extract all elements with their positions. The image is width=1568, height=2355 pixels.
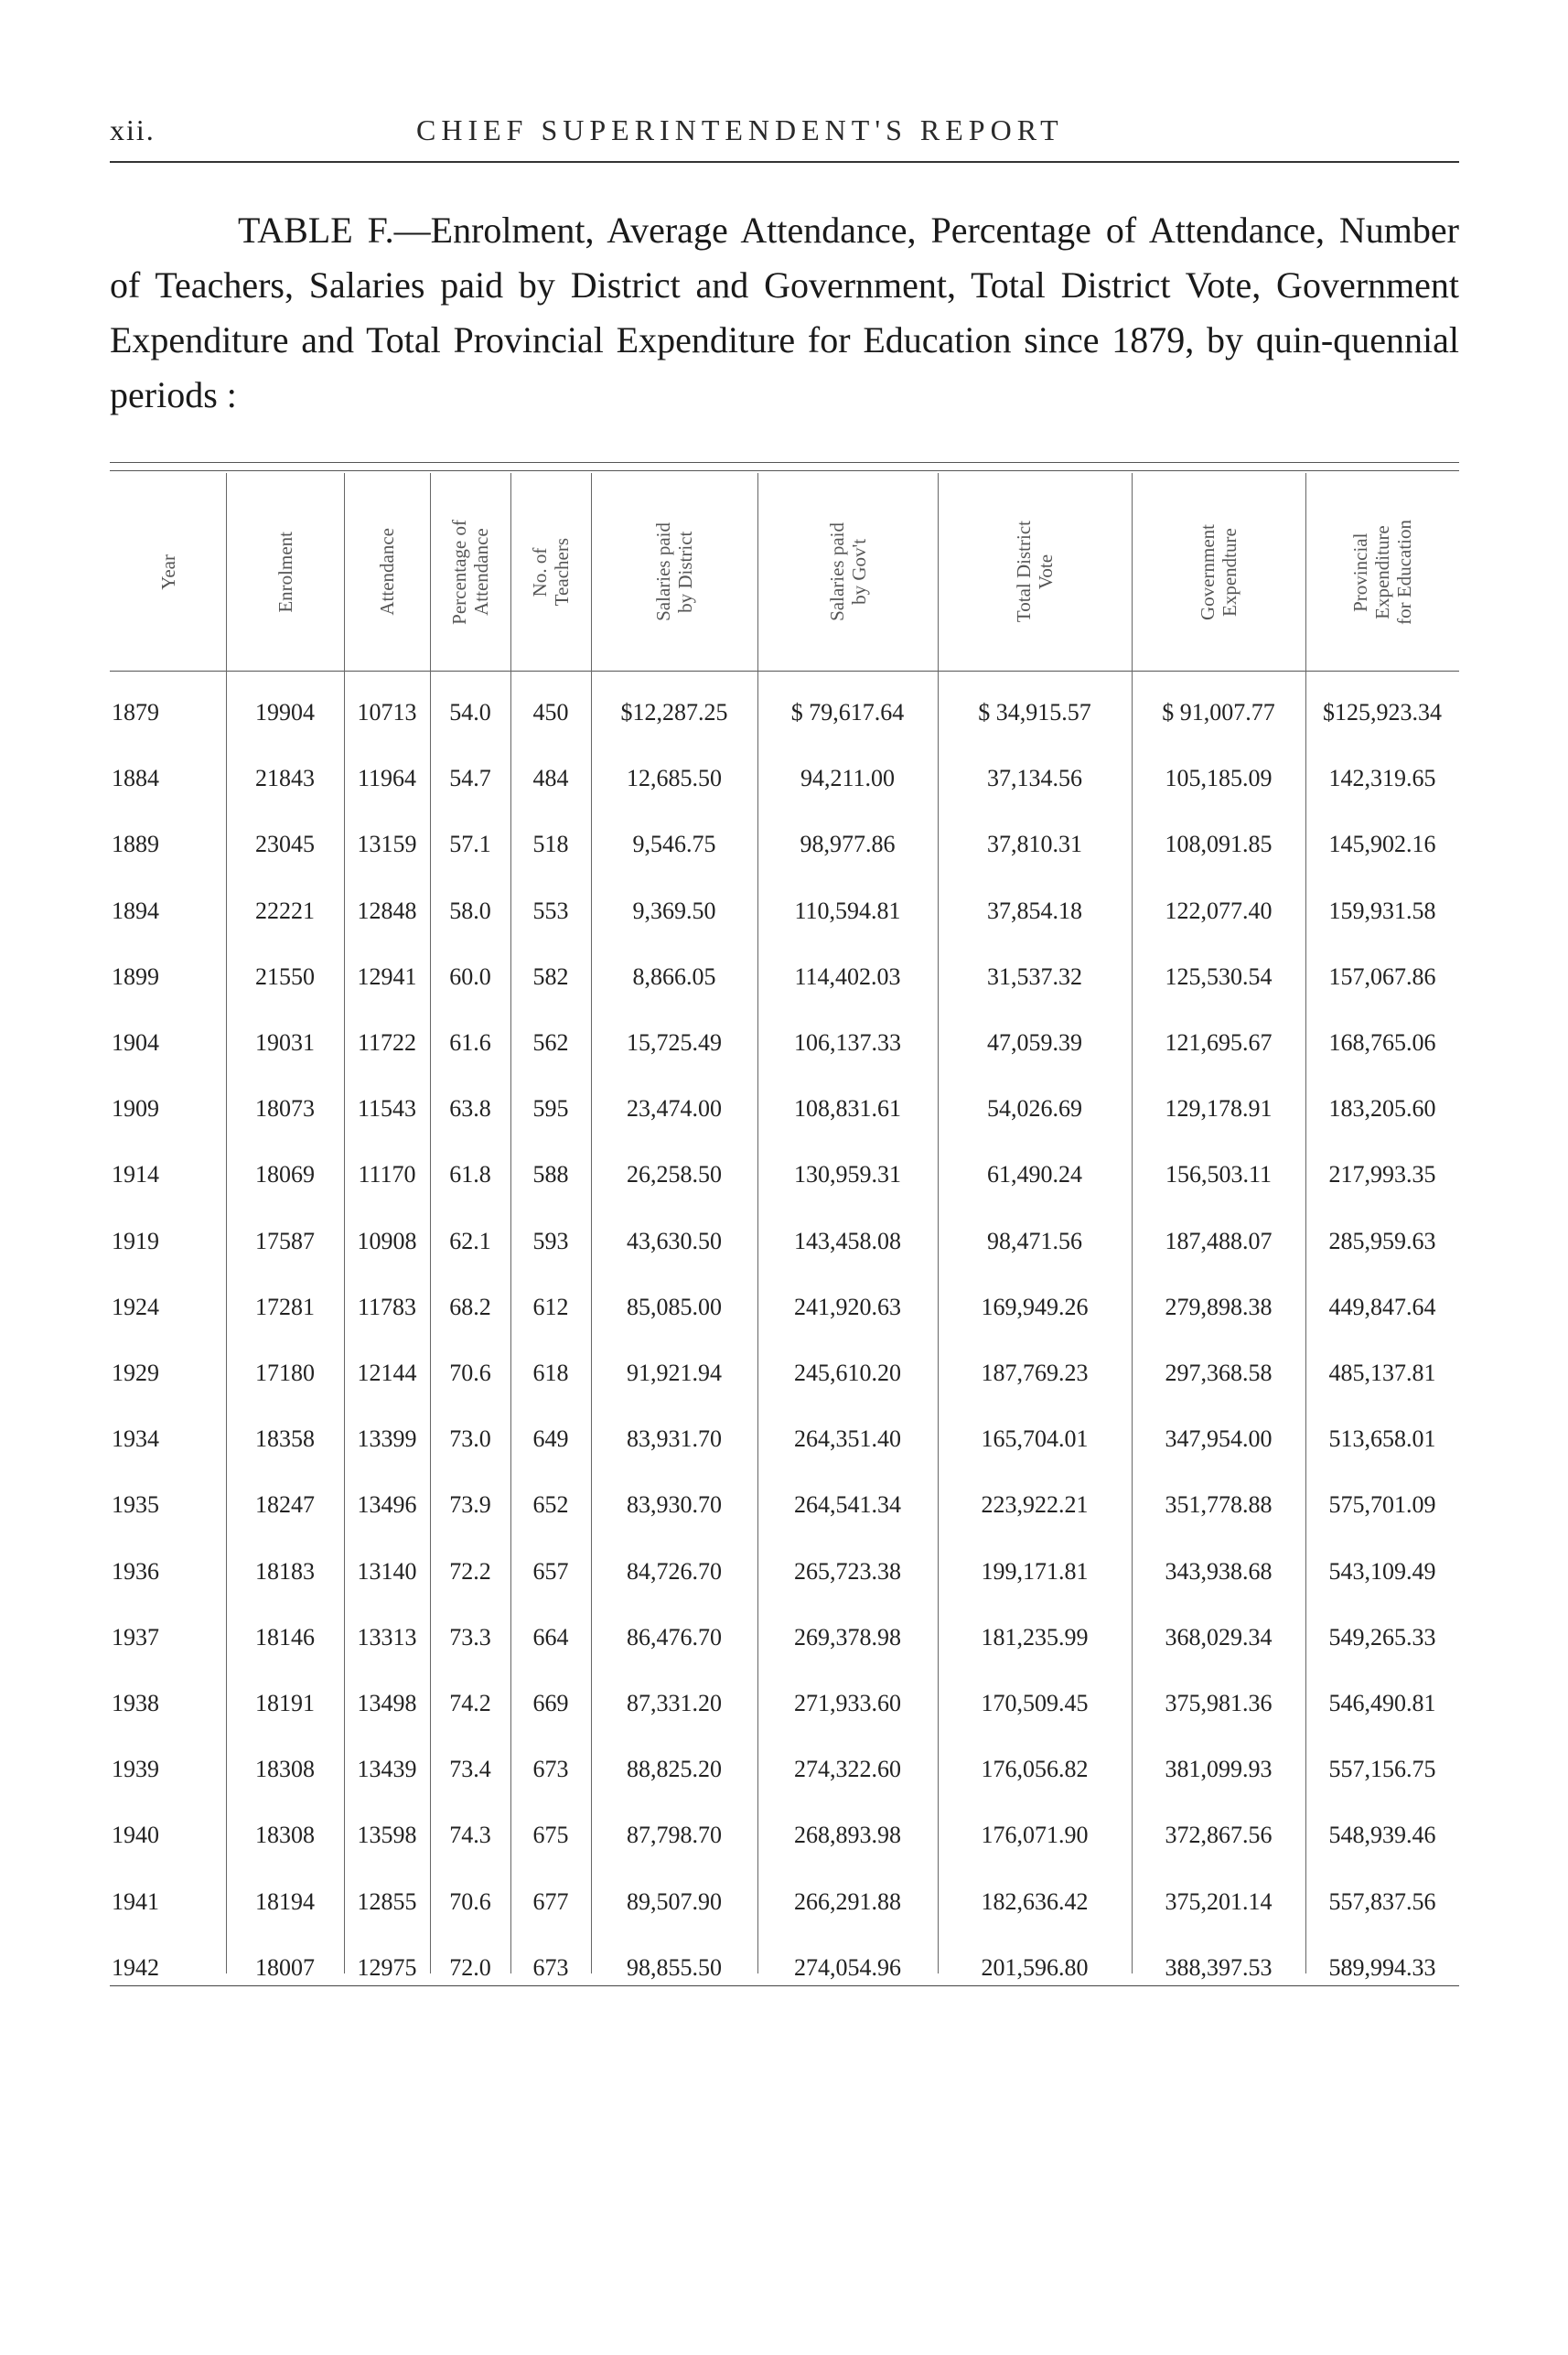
- table-row: [110, 1804, 1459, 1866]
- table-cell: $ 79,617.64: [790, 699, 905, 726]
- table-cell: 595: [532, 1095, 569, 1122]
- table-cell: $12,287.25: [620, 699, 728, 726]
- table-cell: 268,893.98: [794, 1822, 901, 1848]
- table-cell: 26,258.50: [627, 1161, 722, 1188]
- table-cell: 618: [532, 1360, 569, 1386]
- table-cell: 37,854.18: [987, 898, 1082, 924]
- table-cell: 343,938.68: [1165, 1558, 1273, 1585]
- table-cell: 108,091.85: [1165, 831, 1273, 857]
- table-cell: 274,322.60: [794, 1756, 901, 1782]
- column-header-label: Attendance: [376, 528, 398, 616]
- table-cell: 368,029.34: [1165, 1624, 1273, 1651]
- table-cell: 22221: [255, 898, 315, 924]
- table-cell: 57.1: [449, 831, 491, 857]
- table-cell: 13140: [357, 1558, 417, 1585]
- table-cell: 266,291.88: [794, 1888, 901, 1915]
- table-cell: 121,695.67: [1165, 1029, 1273, 1056]
- year-cell: 1942: [112, 1954, 159, 1981]
- table-cell: 98,855.50: [627, 1954, 722, 1981]
- table-cell: 11964: [357, 765, 417, 791]
- table-cell: 62.1: [449, 1228, 491, 1254]
- table-cell: 575,701.09: [1328, 1491, 1436, 1518]
- table-cell: 589,994.33: [1328, 1954, 1436, 1981]
- table-cell: 9,369.50: [632, 898, 716, 924]
- table-cell: 98,977.86: [800, 831, 896, 857]
- table-cell: 17587: [255, 1228, 315, 1254]
- column-header: [757, 475, 938, 669]
- table-cell: 18183: [255, 1558, 315, 1585]
- table-cell: 72.0: [449, 1954, 491, 1981]
- table-cell: 375,981.36: [1165, 1690, 1273, 1716]
- table-cell: 169,949.26: [981, 1294, 1089, 1320]
- year-cell: 1914: [112, 1161, 159, 1188]
- table-row: [110, 1276, 1459, 1339]
- table-cell: 11170: [358, 1161, 416, 1188]
- table-cell: 18358: [255, 1425, 315, 1452]
- table-cell: 60.0: [449, 963, 491, 990]
- table-cell: 264,541.34: [794, 1491, 901, 1518]
- table-cell: 187,769.23: [981, 1360, 1089, 1386]
- column-header: [1305, 475, 1459, 669]
- table-cell: 23045: [255, 831, 315, 857]
- table-cell: 23,474.00: [627, 1095, 722, 1122]
- column-header-label: Salaries paid by District: [652, 522, 696, 621]
- table-row: [110, 1078, 1459, 1140]
- table-cell: $125,923.34: [1323, 699, 1442, 726]
- table-row: [110, 1607, 1459, 1669]
- table-cell: 91,921.94: [627, 1360, 722, 1386]
- table-cell: 18191: [255, 1690, 315, 1716]
- column-header-label: Enrolment: [274, 531, 296, 613]
- table-cell: 652: [532, 1491, 569, 1518]
- table-cell: 549,265.33: [1328, 1624, 1436, 1651]
- table-cell: 264,351.40: [794, 1425, 901, 1452]
- table-cell: 19904: [255, 699, 315, 726]
- table-cell: 18308: [255, 1756, 315, 1782]
- table-cell: 19031: [255, 1029, 315, 1056]
- table-cell: 73.0: [449, 1425, 491, 1452]
- table-cell: 18194: [255, 1888, 315, 1915]
- table-cell: 130,959.31: [794, 1161, 901, 1188]
- table-cell: 588: [532, 1161, 569, 1188]
- table-cell: 37,810.31: [987, 831, 1082, 857]
- table-cell: 9,546.75: [632, 831, 716, 857]
- table-cell: 12975: [357, 1954, 417, 1981]
- table-row: [110, 1541, 1459, 1603]
- table-cell: 553: [532, 898, 569, 924]
- table-row: [110, 880, 1459, 942]
- table-cell: 84,726.70: [627, 1558, 722, 1585]
- table-cell: 70.6: [449, 1888, 491, 1915]
- table-cell: 85,085.00: [627, 1294, 722, 1320]
- table-cell: 43,630.50: [627, 1228, 722, 1254]
- table-row: [110, 682, 1459, 744]
- table-cell: 612: [532, 1294, 569, 1320]
- table-cell: 18247: [255, 1491, 315, 1518]
- table-cell: 675: [532, 1822, 569, 1848]
- table-cell: 37,134.56: [987, 765, 1082, 791]
- table-cell: 145,902.16: [1328, 831, 1436, 857]
- table-cell: 143,458.08: [794, 1228, 901, 1254]
- table-cell: 12848: [357, 898, 417, 924]
- table-row: [110, 1738, 1459, 1801]
- column-header-label: No. of Teachers: [529, 537, 573, 607]
- table-cell: 183,205.60: [1328, 1095, 1436, 1122]
- table-cell: 274,054.96: [794, 1954, 901, 1981]
- table-cell: 63.8: [449, 1095, 491, 1122]
- table-cell: 10908: [357, 1228, 417, 1254]
- table-cell: 83,931.70: [627, 1425, 722, 1452]
- year-cell: 1937: [112, 1624, 159, 1651]
- table-cell: 98,471.56: [987, 1228, 1082, 1254]
- table-cell: 484: [532, 765, 569, 791]
- table-cell: 449,847.64: [1328, 1294, 1436, 1320]
- table-cell: 108,831.61: [794, 1095, 901, 1122]
- table-cell: 122,077.40: [1165, 898, 1273, 924]
- table-cell: 11722: [357, 1029, 417, 1056]
- table-cell: 54,026.69: [987, 1095, 1082, 1122]
- table-cell: 18073: [255, 1095, 315, 1122]
- table-cell: 546,490.81: [1328, 1690, 1436, 1716]
- column-header: [430, 475, 510, 669]
- table-cell: 518: [532, 831, 569, 857]
- table-row: [110, 1210, 1459, 1273]
- table-cell: 13159: [357, 831, 417, 857]
- table-cell: 649: [532, 1425, 569, 1452]
- year-cell: 1899: [112, 963, 159, 990]
- running-title: CHIEF SUPERINTENDENT'S REPORT: [416, 113, 1064, 146]
- table-cell: 89,507.90: [627, 1888, 722, 1915]
- table-cell: 86,476.70: [627, 1624, 722, 1651]
- table-cell: 265,723.38: [794, 1558, 901, 1585]
- table-cell: 12941: [357, 963, 417, 990]
- column-header: [591, 475, 757, 669]
- table-cell: 87,798.70: [627, 1822, 722, 1848]
- table-row: [110, 1937, 1459, 1999]
- table-cell: 13496: [357, 1491, 417, 1518]
- column-header: [938, 475, 1132, 669]
- table-cell: $ 34,915.57: [978, 699, 1091, 726]
- table-row: [110, 946, 1459, 1008]
- year-cell: 1894: [112, 898, 159, 924]
- table-cell: 18308: [255, 1822, 315, 1848]
- table-row: [110, 1474, 1459, 1536]
- table-cell: 543,109.49: [1328, 1558, 1436, 1585]
- table-row: [110, 1144, 1459, 1206]
- column-header-label: Year: [156, 554, 179, 590]
- header-separator-rule: [110, 671, 1459, 672]
- table-cell: 18007: [255, 1954, 315, 1981]
- table-cell: 83,930.70: [627, 1491, 722, 1518]
- table-cell: 21550: [255, 963, 315, 990]
- year-cell: 1936: [112, 1558, 159, 1585]
- table-cell: 176,071.90: [981, 1822, 1089, 1848]
- page-header: [110, 108, 1459, 159]
- header-rule: [110, 161, 1459, 163]
- table-cell: 15,725.49: [627, 1029, 722, 1056]
- table-cell: 279,898.38: [1165, 1294, 1273, 1320]
- table-cell: 351,778.88: [1165, 1491, 1273, 1518]
- year-cell: 1879: [112, 699, 159, 726]
- table-cell: 61.6: [449, 1029, 491, 1056]
- table-cell: 11543: [357, 1095, 417, 1122]
- column-header: [344, 475, 430, 669]
- table-cell: 12,685.50: [627, 765, 722, 791]
- table-cell: 176,056.82: [981, 1756, 1089, 1782]
- table-cell: 88,825.20: [627, 1756, 722, 1782]
- year-cell: 1938: [112, 1690, 159, 1716]
- table-cell: 73.4: [449, 1756, 491, 1782]
- table-cell: 182,636.42: [981, 1888, 1089, 1915]
- table-cell: 74.3: [449, 1822, 491, 1848]
- table-row: [110, 1408, 1459, 1470]
- table-cell: 73.3: [449, 1624, 491, 1651]
- table-cell: 72.2: [449, 1558, 491, 1585]
- table-top-rule: [110, 462, 1459, 463]
- table-cell: 12144: [357, 1360, 417, 1386]
- year-cell: 1941: [112, 1888, 159, 1915]
- table-cell: 54.7: [449, 765, 491, 791]
- table-cell: 381,099.93: [1165, 1756, 1273, 1782]
- table-cell: 47,059.39: [987, 1029, 1082, 1056]
- table-cell: 372,867.56: [1165, 1822, 1273, 1848]
- table-cell: 156,503.11: [1165, 1161, 1273, 1188]
- table-cell: 13313: [357, 1624, 417, 1651]
- table-cell: 562: [532, 1029, 569, 1056]
- table-cell: 375,201.14: [1165, 1888, 1273, 1915]
- year-cell: 1904: [112, 1029, 159, 1056]
- table-cell: 61,490.24: [987, 1161, 1082, 1188]
- table-cell: 223,922.21: [981, 1491, 1089, 1518]
- table-cell: 110,594.81: [794, 898, 901, 924]
- table-cell: 8,866.05: [632, 963, 716, 990]
- table-cell: 157,067.86: [1328, 963, 1436, 990]
- table-cell: 31,537.32: [987, 963, 1082, 990]
- table-cell: 201,596.80: [981, 1954, 1089, 1981]
- table-cell: 12855: [357, 1888, 417, 1915]
- column-header-label: Provincial Expenditure for Education: [1349, 519, 1415, 625]
- table-row: [110, 1012, 1459, 1074]
- table-row: [110, 813, 1459, 876]
- table-cell: 269,378.98: [794, 1624, 901, 1651]
- table-cell: 485,137.81: [1328, 1360, 1436, 1386]
- table-cell: 557,837.56: [1328, 1888, 1436, 1915]
- year-cell: 1909: [112, 1095, 159, 1122]
- table-cell: 297,368.58: [1165, 1360, 1273, 1386]
- table-cell: 105,185.09: [1165, 765, 1273, 791]
- table-cell: 548,939.46: [1328, 1822, 1436, 1848]
- table-cell: 129,178.91: [1165, 1095, 1273, 1122]
- table-row: [110, 1672, 1459, 1735]
- table-cell: 165,704.01: [981, 1425, 1089, 1452]
- column-header-label: Salaries paid by Gov't: [825, 522, 870, 621]
- column-header: [510, 475, 591, 669]
- table-cell: 388,397.53: [1165, 1954, 1273, 1981]
- column-header-label: Government Expendture: [1197, 523, 1240, 620]
- table-cell: 13439: [357, 1756, 417, 1782]
- year-cell: 1939: [112, 1756, 159, 1782]
- year-cell: 1884: [112, 765, 159, 791]
- table-cell: 74.2: [449, 1690, 491, 1716]
- table-cell: 21843: [255, 765, 315, 791]
- table-cell: 106,137.33: [794, 1029, 901, 1056]
- table-cell: 217,993.35: [1328, 1161, 1436, 1188]
- table-cell: 17180: [255, 1360, 315, 1386]
- table-cell: 450: [532, 699, 569, 726]
- table-cell: 557,156.75: [1328, 1756, 1436, 1782]
- year-cell: 1889: [112, 831, 159, 857]
- table-cell: 142,319.65: [1328, 765, 1436, 791]
- year-cell: 1924: [112, 1294, 159, 1320]
- table-cell: 159,931.58: [1328, 898, 1436, 924]
- table-cell: 271,933.60: [794, 1690, 901, 1716]
- table-cell: 187,488.07: [1165, 1228, 1273, 1254]
- table-cell: 181,235.99: [981, 1624, 1089, 1651]
- table-cell: 58.0: [449, 898, 491, 924]
- page-number: xii.: [110, 113, 156, 146]
- table-cell: 13598: [357, 1822, 417, 1848]
- table-row: [110, 1871, 1459, 1933]
- table-cell: 513,658.01: [1328, 1425, 1436, 1452]
- table-cell: 168,765.06: [1328, 1029, 1436, 1056]
- table-cell: 18146: [255, 1624, 315, 1651]
- year-cell: 1940: [112, 1822, 159, 1848]
- year-cell: 1919: [112, 1228, 159, 1254]
- table-cell: 593: [532, 1228, 569, 1254]
- year-cell: 1934: [112, 1425, 159, 1452]
- table-cell: 199,171.81: [981, 1558, 1089, 1585]
- table-cell: 13498: [357, 1690, 417, 1716]
- table-cell: 657: [532, 1558, 569, 1585]
- table-row: [110, 747, 1459, 810]
- table-cell: 54.0: [449, 699, 491, 726]
- table-cell: 18069: [255, 1161, 315, 1188]
- column-header: [226, 475, 344, 669]
- table-cell: 114,402.03: [794, 963, 901, 990]
- table-cell: 11783: [357, 1294, 417, 1320]
- column-header-label: Total District Vote: [1013, 521, 1057, 623]
- table-cell: 347,954.00: [1165, 1425, 1273, 1452]
- table-cell: 582: [532, 963, 569, 990]
- table-cell: 13399: [357, 1425, 417, 1452]
- table-cell: 68.2: [449, 1294, 491, 1320]
- table-row: [110, 1342, 1459, 1404]
- table-cell: $ 91,007.77: [1162, 699, 1275, 726]
- table-cell: 170,509.45: [981, 1690, 1089, 1716]
- table-cell: 285,959.63: [1328, 1228, 1436, 1254]
- table-cell: 73.9: [449, 1491, 491, 1518]
- table-cell: 94,211.00: [800, 765, 896, 791]
- table-cell: 241,920.63: [794, 1294, 901, 1320]
- table-cell: 70.6: [449, 1360, 491, 1386]
- column-header: [1132, 475, 1305, 669]
- year-cell: 1935: [112, 1491, 159, 1518]
- year-cell: 1929: [112, 1360, 159, 1386]
- column-header: [110, 475, 226, 669]
- table-cell: 87,331.20: [627, 1690, 722, 1716]
- table-caption: TABLE F.—Enrolment, Average Attendance, Percentage of Attendance, Number of Teachers, Salaries paid by District and Government, Total District Vote, Government Expenditure and Total Provincial Expenditure for Education since 1879, by quin-quennial periods :: [110, 210, 1459, 415]
- table-cell: 673: [532, 1756, 569, 1782]
- table-cell: 673: [532, 1954, 569, 1981]
- table-cell: 664: [532, 1624, 569, 1651]
- table-top-rule-inner: [110, 470, 1459, 471]
- table-cell: 669: [532, 1690, 569, 1716]
- data-table: [110, 462, 1459, 2017]
- table-cell: 677: [532, 1888, 569, 1915]
- table-cell: 245,610.20: [794, 1360, 901, 1386]
- table-cell: 61.8: [449, 1161, 491, 1188]
- table-cell: 125,530.54: [1165, 963, 1273, 990]
- table-cell: 17281: [255, 1294, 315, 1320]
- column-header-label: Percentage of Attendance: [448, 519, 492, 625]
- table-cell: 10713: [357, 699, 417, 726]
